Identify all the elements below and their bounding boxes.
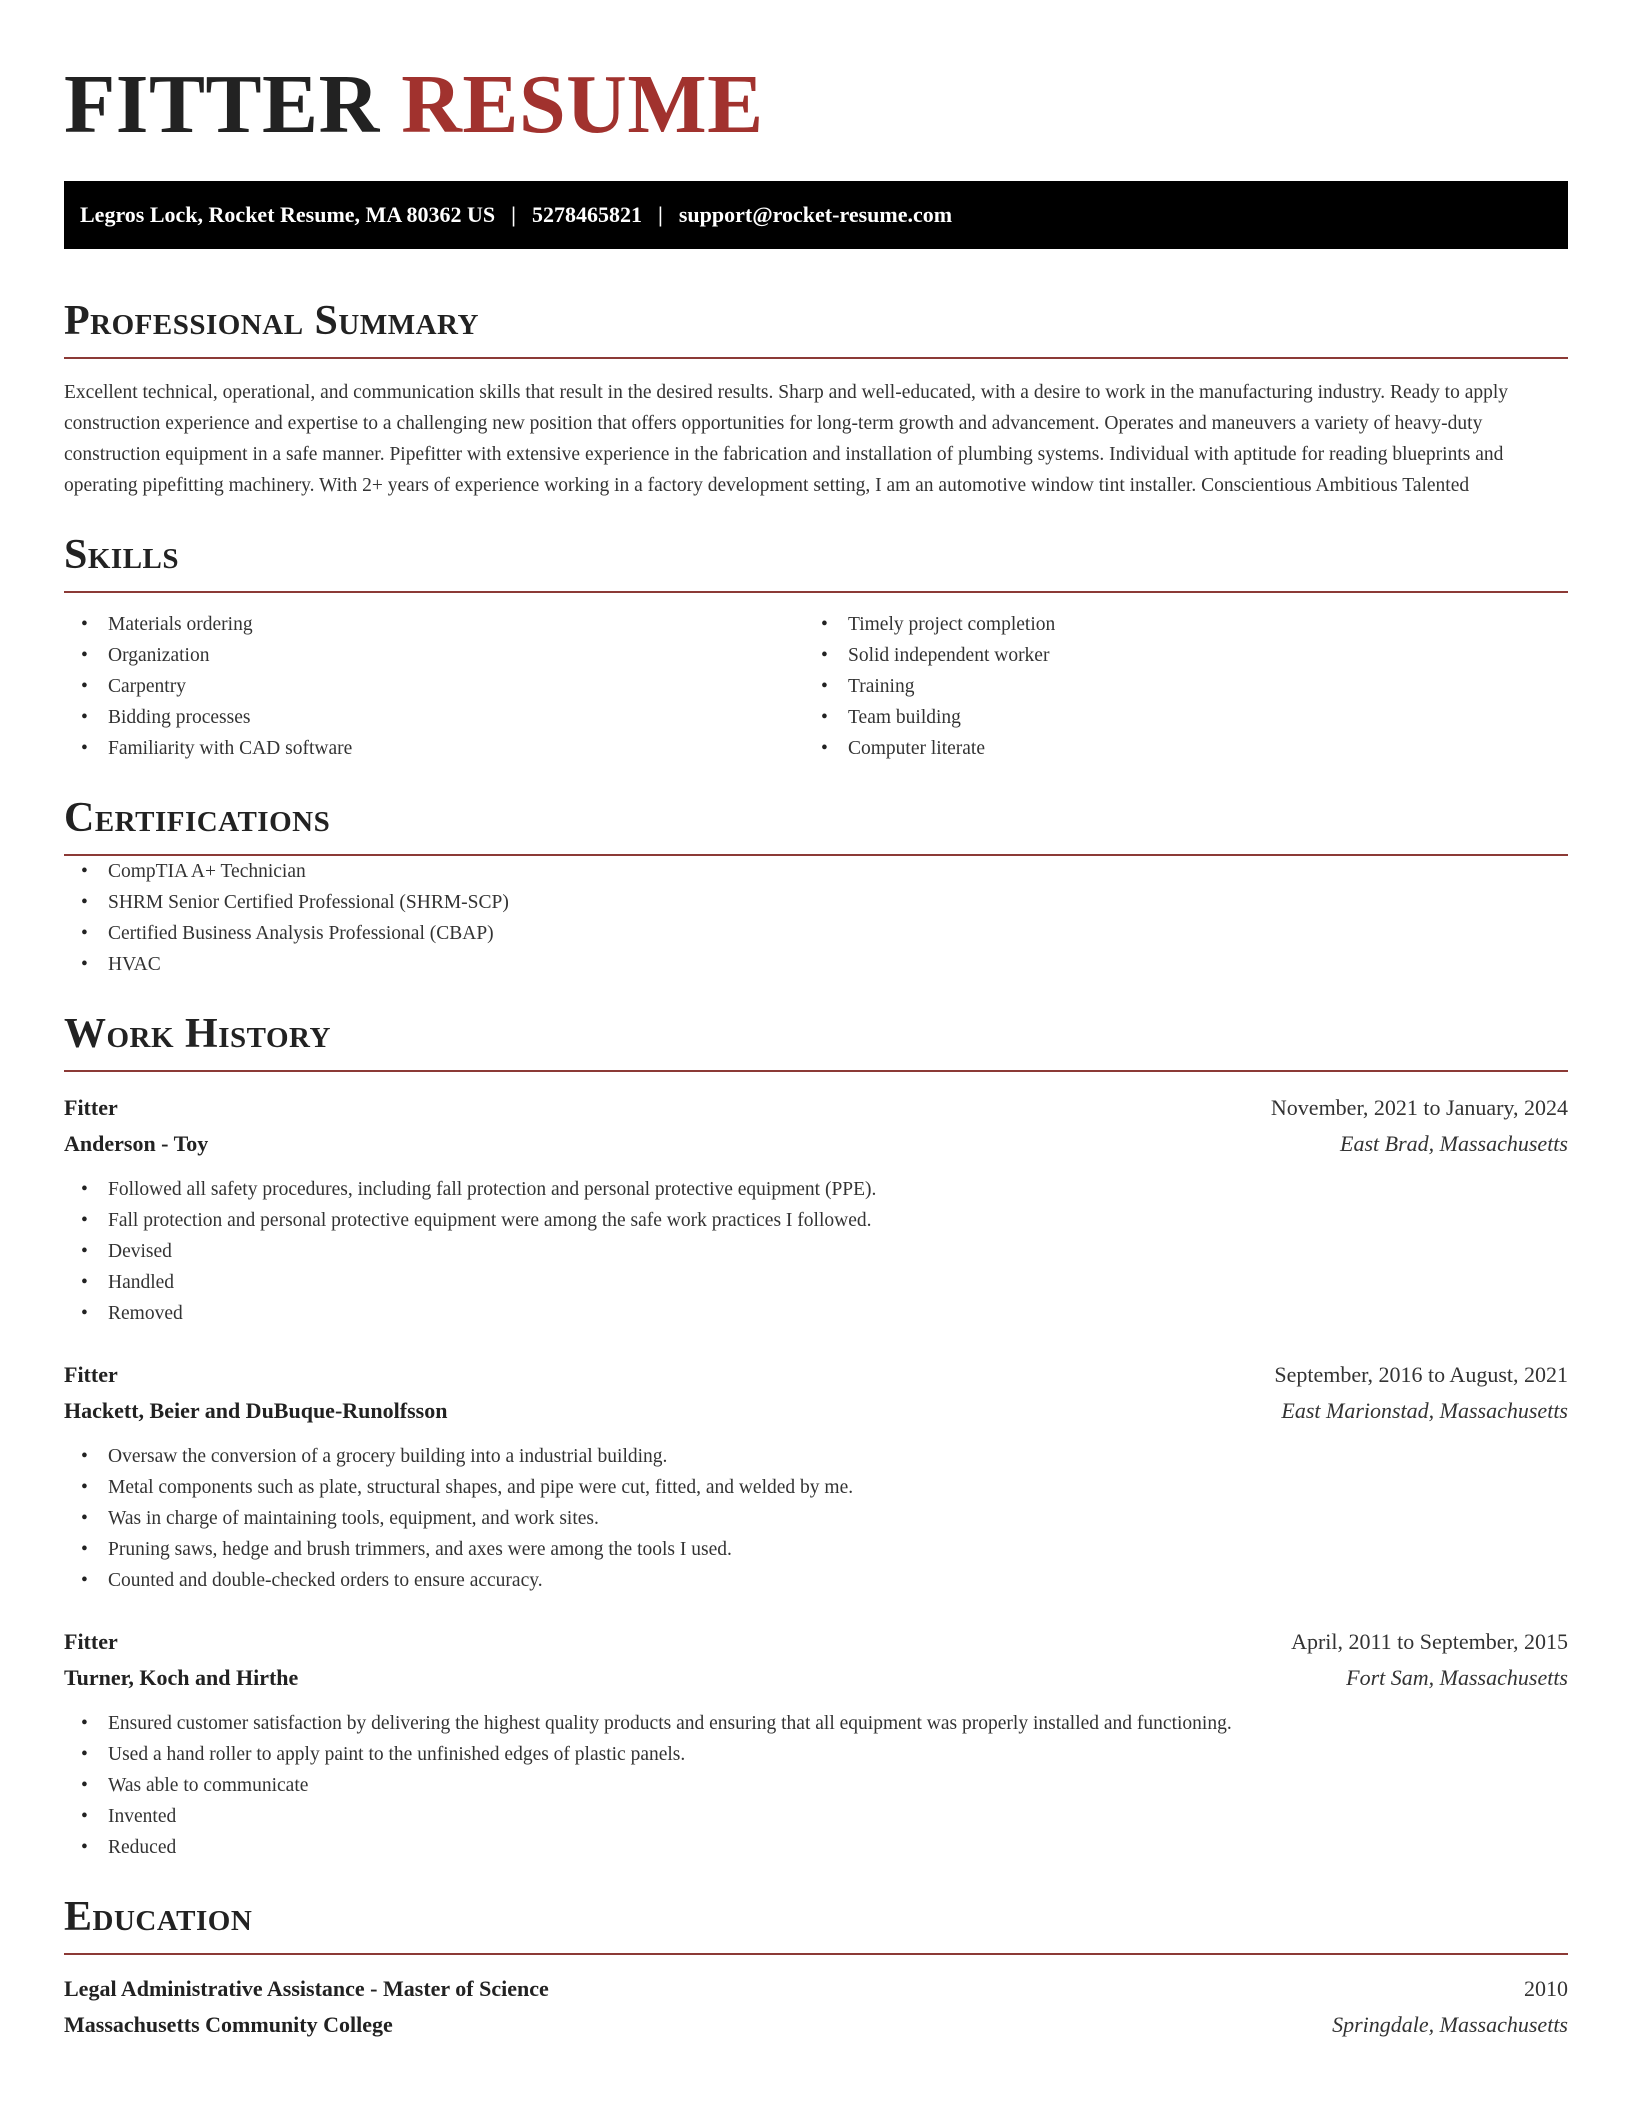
- job-company: Turner, Koch and Hirthe: [64, 1665, 299, 1690]
- job-bullet: • Oversaw the conversion of a grocery building into a industrial building.: [64, 1441, 1568, 1472]
- contact-separator: |: [657, 202, 663, 227]
- job-dates: November, 2021 to January, 2024: [1270, 1095, 1568, 1120]
- skill-item: • Computer literate: [804, 733, 1544, 764]
- job-bullets: [64, 1441, 1568, 1596]
- skill-item: • Organization: [64, 640, 804, 671]
- job-dates: September, 2016 to August, 2021: [1274, 1362, 1568, 1387]
- certification-item: • CompTIA A+ Technician: [64, 856, 1568, 887]
- certification-item: • HVAC: [64, 949, 1568, 980]
- skill-item: • Carpentry: [64, 671, 804, 702]
- resume-title: [64, 0, 1568, 156]
- title-main: FITTER: [64, 58, 380, 151]
- contact-email: support@rocket-resume.com: [678, 202, 953, 227]
- skills-heading: Skills: [64, 532, 180, 578]
- education-location: Springdale, Massachusetts: [1332, 2012, 1568, 2037]
- contact-phone: 5278465821: [531, 202, 642, 227]
- job-bullet: • Fall protection and personal protective equipment were among the safe work practices I followed.: [64, 1205, 1568, 1236]
- education-degree-row: [64, 1971, 1568, 2007]
- job-bullet: • Handled: [64, 1267, 1568, 1298]
- education-school: Massachusetts Community College: [64, 2012, 393, 2037]
- job-header-row: [64, 1624, 1568, 1660]
- job-bullet: • Devised: [64, 1236, 1568, 1267]
- job-location: Fort Sam, Massachusetts: [1346, 1665, 1568, 1690]
- contact-bar: [64, 181, 1568, 249]
- skill-item: • Bidding processes: [64, 702, 804, 733]
- job-title: Fitter: [64, 1629, 118, 1654]
- skill-item: • Solid independent worker: [804, 640, 1544, 671]
- section-divider: [64, 1953, 1568, 1955]
- skills-columns: [64, 609, 1568, 764]
- job-bullet: • Metal components such as plate, structural shapes, and pipe were cut, fitted, and welded by me.: [64, 1472, 1568, 1503]
- education-section: [64, 1889, 1568, 2043]
- job-bullet: • Used a hand roller to apply paint to the unfinished edges of plastic panels.: [64, 1739, 1568, 1770]
- section-divider: [64, 591, 1568, 593]
- job-bullet: • Pruning saws, hedge and brush trimmers, and axes were among the tools I used.: [64, 1534, 1568, 1565]
- summary-section: [64, 293, 1568, 501]
- job-bullet: • Was able to communicate: [64, 1770, 1568, 1801]
- job-location: East Marionstad, Massachusetts: [1281, 1398, 1568, 1423]
- job-bullet: • Ensured customer satisfaction by delivering the highest quality products and ensuring that all equipment was properly installed and functioning.: [64, 1708, 1568, 1739]
- education-school-row: [64, 2007, 1568, 2043]
- skill-item: • Training: [804, 671, 1544, 702]
- education-heading: Education: [64, 1894, 253, 1940]
- section-divider: [64, 1070, 1568, 1072]
- job-entry: [64, 1090, 1568, 1329]
- job-header-row: [64, 1357, 1568, 1393]
- section-divider: [64, 357, 1568, 359]
- certifications-list: [64, 856, 1568, 980]
- job-title: Fitter: [64, 1095, 118, 1120]
- skill-item: • Materials ordering: [64, 609, 804, 640]
- job-entry: [64, 1624, 1568, 1863]
- job-bullets: [64, 1708, 1568, 1863]
- education-degree: Legal Administrative Assistance - Master of Science: [64, 1976, 549, 2001]
- job-company: Anderson - Toy: [64, 1131, 209, 1156]
- skills-list-right: [804, 609, 1544, 764]
- job-bullets: [64, 1174, 1568, 1329]
- skill-item: • Timely project completion: [804, 609, 1544, 640]
- skills-list-left: [64, 609, 804, 764]
- job-company-row: [64, 1126, 1568, 1162]
- skill-item: • Familiarity with CAD software: [64, 733, 804, 764]
- job-bullet: • Reduced: [64, 1832, 1568, 1863]
- job-bullet: • Was in charge of maintaining tools, equipment, and work sites.: [64, 1503, 1568, 1534]
- job-dates: April, 2011 to September, 2015: [1291, 1629, 1568, 1654]
- skills-section: [64, 527, 1568, 764]
- certifications-section: [64, 790, 1568, 980]
- summary-heading: Professional Summary: [64, 298, 479, 344]
- summary-text: Excellent technical, operational, and communication skills that result in the desired results. Sharp and well-educated, with a desire to work in the manufacturing industry. Ready to apply construction experience and expertise to a challenging new position that offers opportunities for long-term growth and advancement. Operates and maneuvers a variety of heavy-duty construction equipment in a safe manner. Pipefitter with extensive experience in the fabrication and installation of plumbing systems. Individual with aptitude for reading blueprints and operating pipefitting machinery. With 2+ years of experience working in a factory development setting, I am an automotive window tint installer. Conscientious Ambitious Talented: [64, 382, 1509, 496]
- job-entry: [64, 1357, 1568, 1596]
- certification-item: • SHRM Senior Certified Professional (SHRM-SCP): [64, 887, 1568, 918]
- skill-item: • Team building: [804, 702, 1544, 733]
- title-accent: RESUME: [401, 58, 764, 151]
- education-year: 2010: [1524, 1976, 1568, 2001]
- job-company-row: [64, 1660, 1568, 1696]
- job-header-row: [64, 1090, 1568, 1126]
- job-title: Fitter: [64, 1362, 118, 1387]
- job-bullet: • Followed all safety procedures, including fall protection and personal protective equipment (PPE).: [64, 1174, 1568, 1205]
- job-company: Hackett, Beier and DuBuque-Runolfsson: [64, 1398, 448, 1423]
- work-history-section: [64, 1006, 1568, 1863]
- job-bullet: • Removed: [64, 1298, 1568, 1329]
- job-location: East Brad, Massachusetts: [1340, 1131, 1568, 1156]
- education-entry: [64, 1971, 1568, 2043]
- certifications-heading: Certifications: [64, 795, 331, 841]
- job-bullet: • Invented: [64, 1801, 1568, 1832]
- job-bullet: • Counted and double-checked orders to ensure accuracy.: [64, 1565, 1568, 1596]
- work-history-heading: Work History: [64, 1011, 331, 1057]
- certification-item: • Certified Business Analysis Professional (CBAP): [64, 918, 1568, 949]
- contact-separator: |: [511, 202, 516, 227]
- contact-address: Legros Lock, Rocket Resume, MA 80362 US: [80, 202, 496, 227]
- job-company-row: [64, 1393, 1568, 1429]
